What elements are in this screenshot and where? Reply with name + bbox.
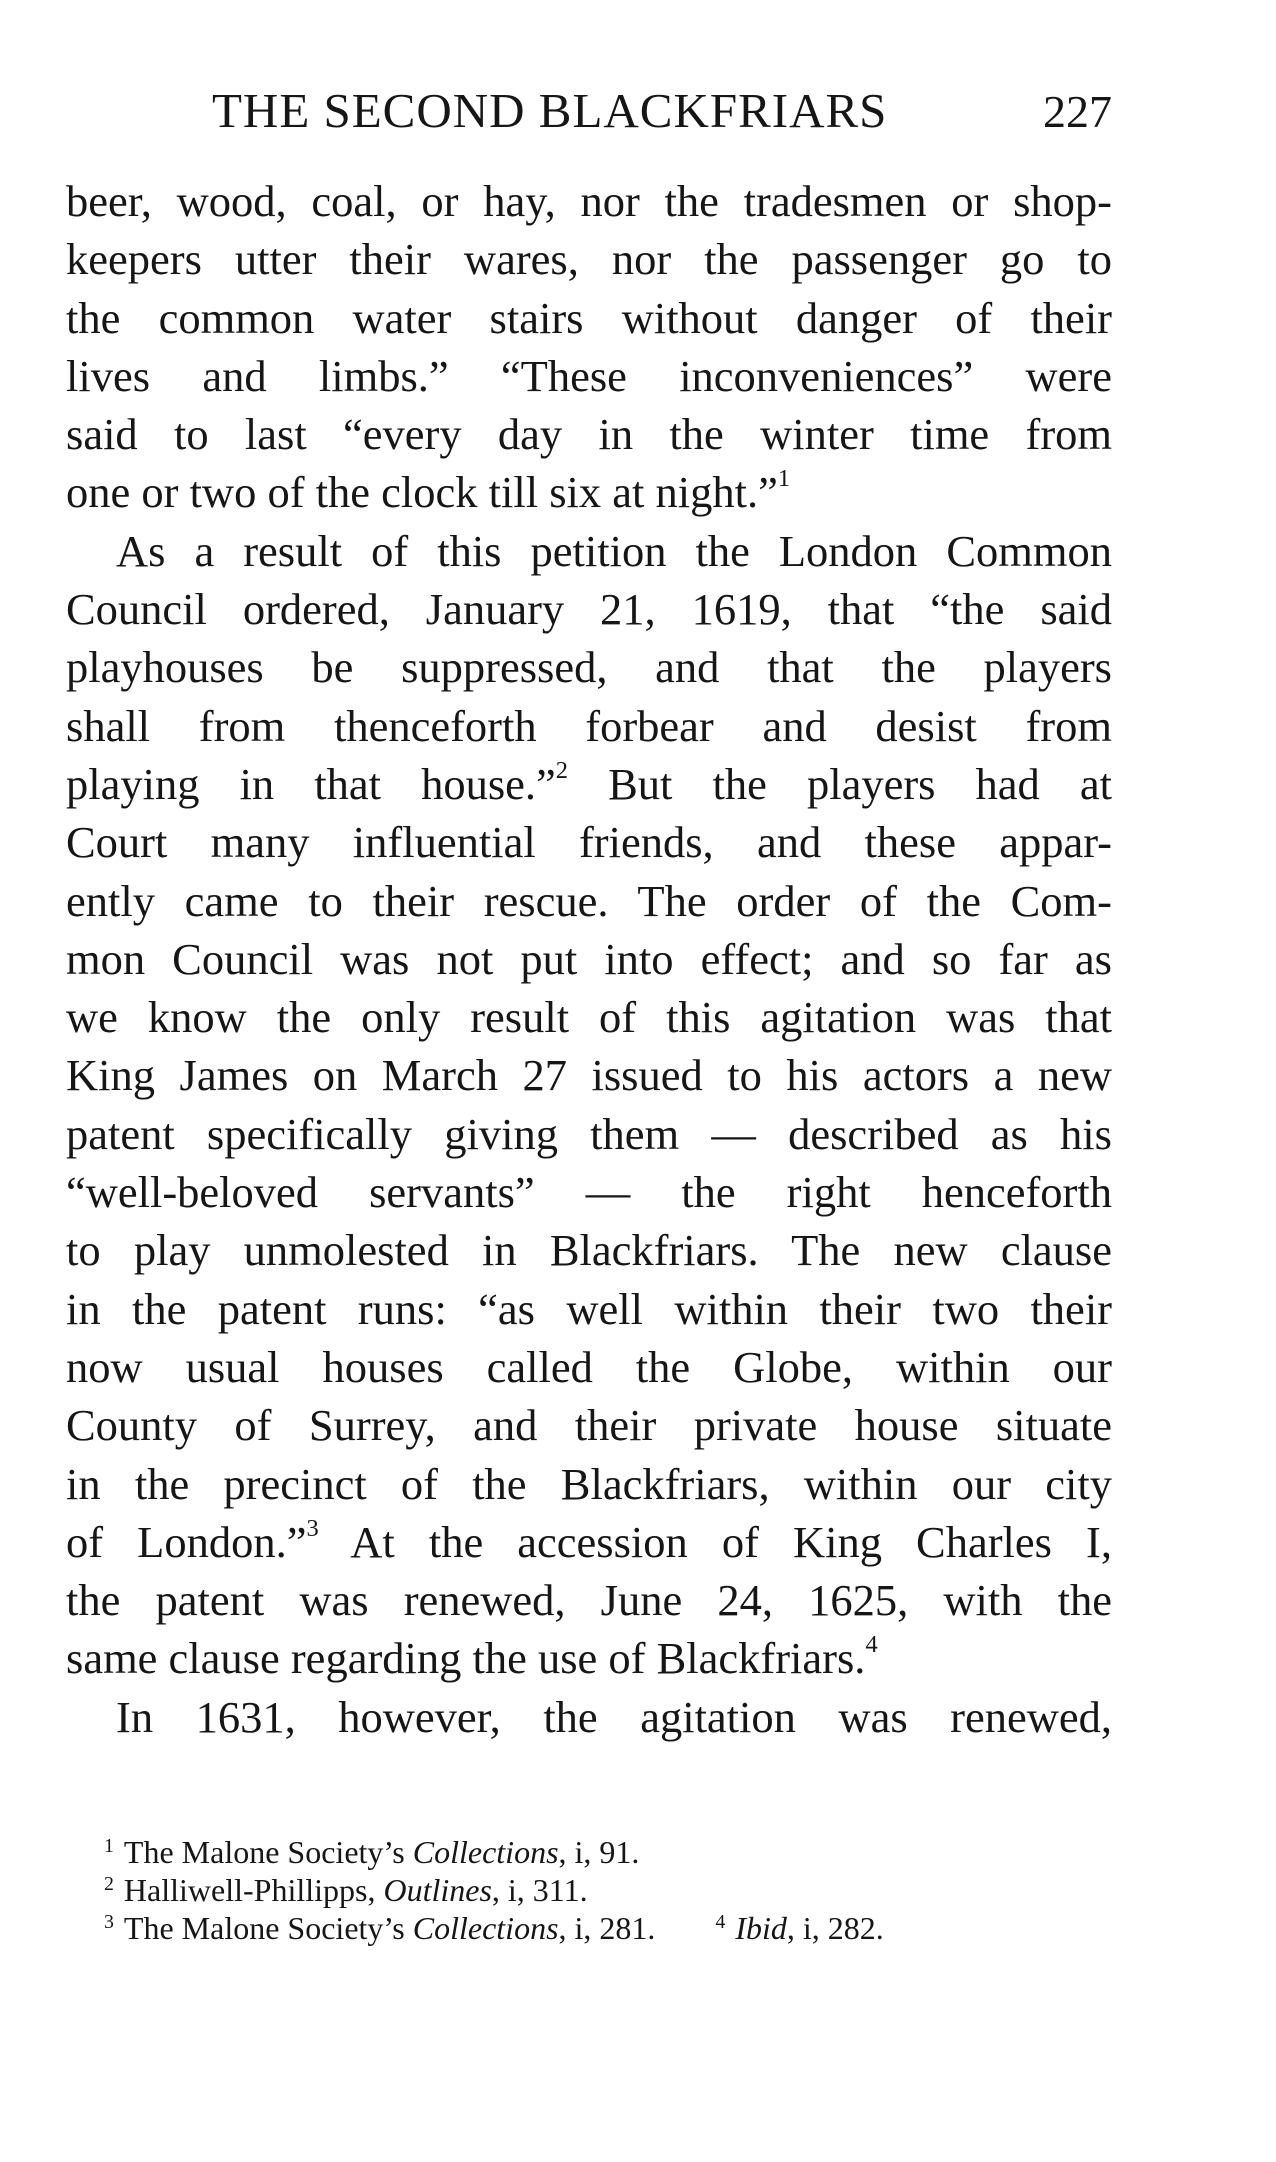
text-line: playhouses be suppressed, and that the players bbox=[66, 642, 1112, 693]
text-line: shall from thenceforth forbear and desist from bbox=[66, 700, 1112, 751]
footnote-number: 1 bbox=[104, 1835, 114, 1857]
text-line: Court many influential friends, and these appar- bbox=[66, 817, 1112, 868]
text-line: in the precinct of the Blackfriars, within our city bbox=[66, 1458, 1112, 1509]
text-line: of London.”$^3$ At the accession of King Charles I, bbox=[66, 1515, 1112, 1567]
text-line: one or two of the clock till six at night.”$^1$ bbox=[66, 465, 791, 518]
text-line: to play unmolested in Blackfriars. The new clause bbox=[66, 1225, 1112, 1276]
text-line: ently came to their rescue. The order of the Com- bbox=[66, 875, 1112, 926]
text-line: mon Council was not put into effect; and so far as bbox=[66, 933, 1112, 984]
text-line: beer, wood, coal, or hay, nor the tradesmen or shop- bbox=[66, 176, 1112, 226]
footnote-ref: 3 bbox=[306, 1515, 319, 1543]
text-line: playing in that house.”$^2$ But the players had at bbox=[66, 757, 1113, 809]
text-line: Council ordered, January 21, 1619, that “the said bbox=[66, 584, 1112, 635]
running-head-title: THE SECOND BLACKFRIARS bbox=[212, 83, 888, 138]
text-line: we know the only result of this agitation was that bbox=[66, 992, 1112, 1043]
body-text bbox=[66, 172, 1112, 1746]
text-line: now usual houses called the Globe, within our bbox=[66, 1341, 1112, 1392]
footnote-4: $^4$ Ibid, i, 282. bbox=[715, 1909, 884, 1946]
text-line: King James on March 27 issued to his actors a new bbox=[66, 1050, 1112, 1101]
text-line: said to last “every day in the winter time from bbox=[66, 409, 1112, 460]
running-head bbox=[66, 82, 1112, 144]
text-line: County of Surrey, and their private house situate bbox=[66, 1400, 1112, 1451]
footnote-1: $^1$ The Malone Society’s Collections, i, 91. bbox=[104, 1833, 640, 1870]
footnote-number: 3 bbox=[104, 1911, 114, 1933]
footnote-ref: 2 bbox=[555, 757, 569, 785]
text-line: patent specifically giving them — described as his bbox=[66, 1108, 1112, 1159]
text-line: same clause regarding the use of Blackfriars.$^4$ bbox=[66, 1631, 878, 1684]
footnote-2: $^2$ Halliwell-Phillipps, Outlines, i, 311. bbox=[104, 1871, 588, 1908]
text-line: lives and limbs.” “These inconveniences” were bbox=[66, 350, 1112, 401]
text-line: As a result of this petition the London Common bbox=[116, 525, 1112, 576]
footnote-ref: 1 bbox=[777, 465, 791, 493]
text-line: In 1631, however, the agitation was renewed, bbox=[116, 1691, 1112, 1742]
text-line: the common water stairs without danger of their bbox=[66, 292, 1112, 343]
footnote-number: 4 bbox=[715, 1911, 726, 1933]
text-line: keepers utter their wares, nor the passenger go to bbox=[66, 234, 1112, 285]
text-line: in the patent runs: “as well within their two their bbox=[66, 1283, 1112, 1334]
page-number: 227 bbox=[1043, 86, 1112, 137]
text-line: “well-beloved servants” — the right henceforth bbox=[66, 1167, 1112, 1218]
text-line: the patent was renewed, June 24, 1625, with the bbox=[66, 1575, 1112, 1626]
footnotes bbox=[104, 1827, 1114, 1946]
footnote-number: 2 bbox=[104, 1873, 114, 1895]
footnote-3-4: $^3$ The Malone Society’s Collections, i, 281. $^4$ Ibid, i, 282. bbox=[104, 1909, 884, 1946]
footnote-ref: 4 bbox=[865, 1631, 878, 1659]
